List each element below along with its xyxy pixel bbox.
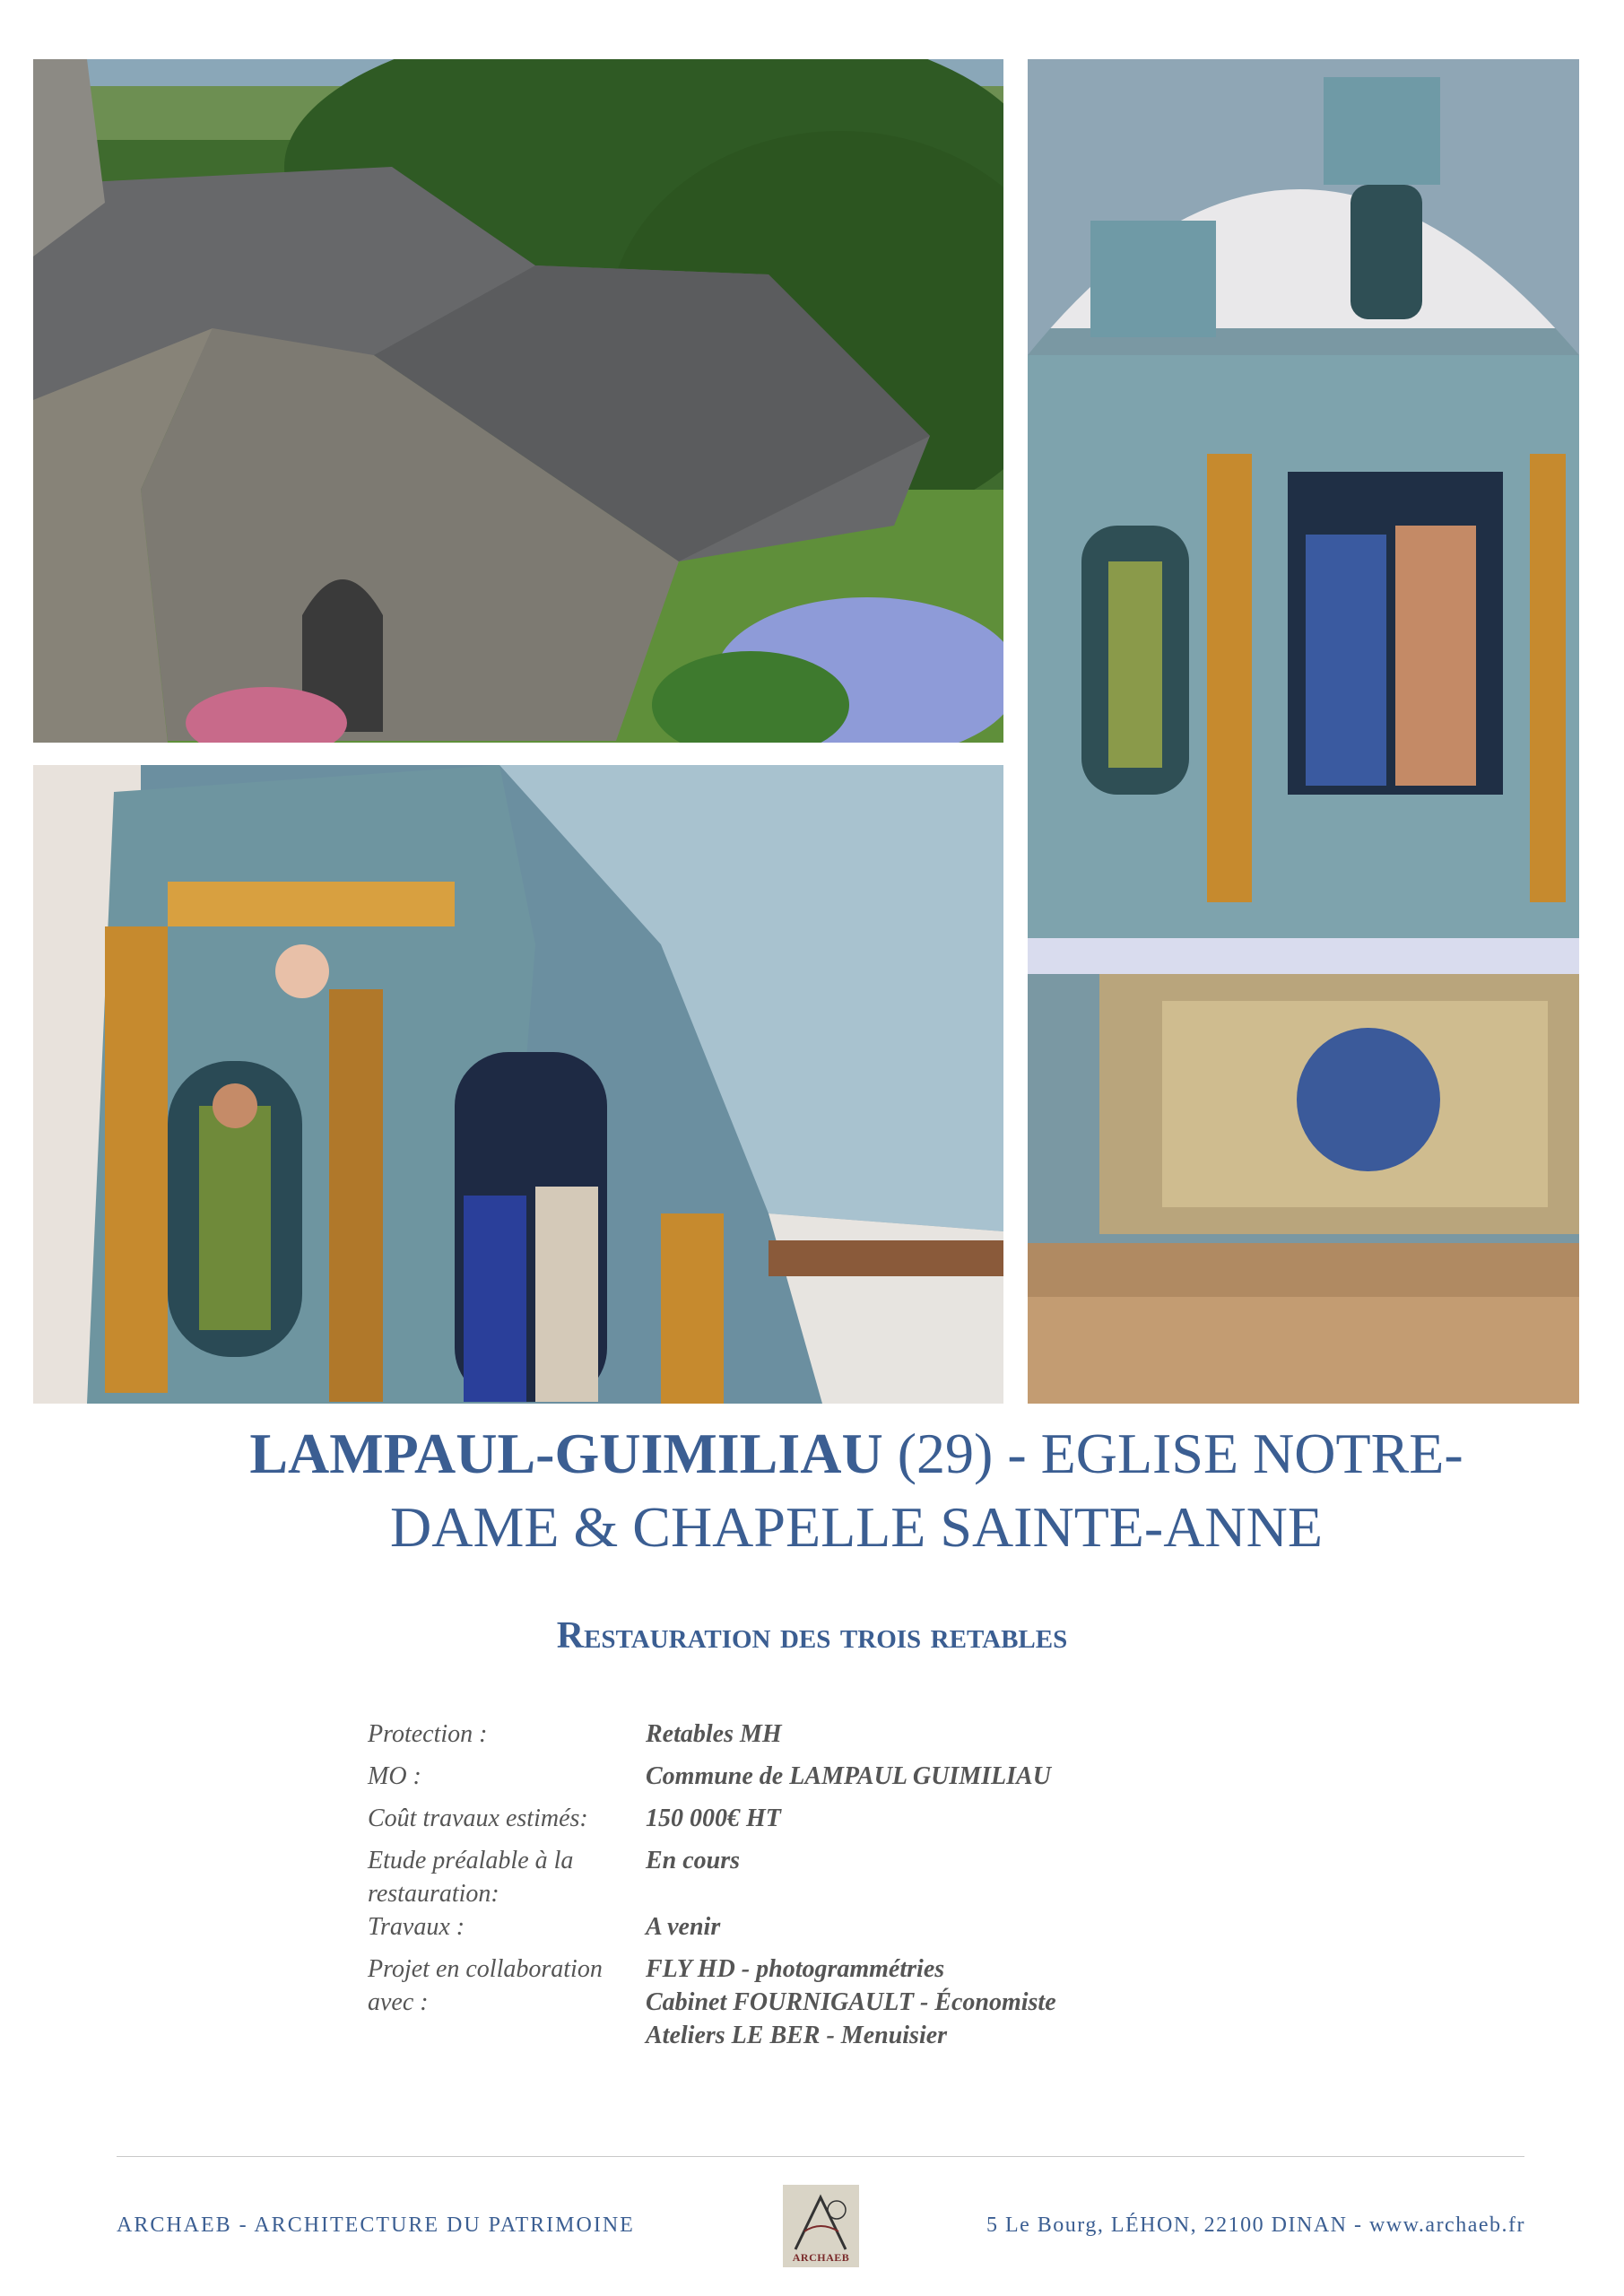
church-aerial-photo [33,59,1003,743]
info-label: Coût travaux estimés: [368,1805,588,1832]
info-label: MO : [368,1762,421,1790]
collaborator-3: Ateliers LE BER - Menuisier [646,2022,948,2049]
info-value: Retables MH [646,1720,782,1748]
info-value [646,1944,1056,2052]
title-line1-rest: (29) - EGLISE NOTRE- [882,1422,1463,1485]
collaborator-1: FLY HD - photogrammétries [646,1955,945,1983]
title-commune: LAMPAUL-GUIMILIAU [249,1422,883,1485]
footer-firm: ARCHAEB - ARCHITECTURE DU PATRIMOINE [117,2213,635,2237]
info-row-cost [368,1793,1056,1835]
info-row-study [368,1835,1056,1910]
info-label: Etude préalable à la restauration: [368,1847,574,1908]
footer-address: 5 Le Bourg, LÉHON, 22100 DINAN - www.archaeb.fr [986,2213,1525,2237]
info-row-mo [368,1751,1056,1793]
info-row-collaboration [368,1944,1056,2052]
retable-detail-photo [33,765,1003,1404]
info-row-works [368,1910,1056,1944]
logo-wordmark: ARCHAEB [792,2251,850,2264]
info-row-protection [368,1718,1056,1751]
info-label: Protection : [368,1720,488,1748]
title-line2: DAME & CHAPELLE SAINTE-ANNE [390,1495,1323,1559]
archaeb-logo [783,2185,859,2267]
page-title [108,1417,1605,1564]
info-value: En cours [646,1847,741,1874]
footer-divider [117,2156,1524,2157]
info-value: A venir [646,1913,721,1941]
info-label: Projet en collaboration avec : [368,1955,603,2016]
page-subtitle: Restauration des trois retables [556,1615,1068,1657]
project-info-table [368,1718,1056,2052]
info-value: 150 000€ HT [646,1805,781,1832]
info-value: Commune de LAMPAUL GUIMILIAU [646,1762,1051,1790]
chapel-retable-photo [1028,59,1579,1404]
info-label: Travaux : [368,1913,465,1941]
collaborator-2: Cabinet FOURNIGAULT - Économiste [646,1988,1056,2016]
